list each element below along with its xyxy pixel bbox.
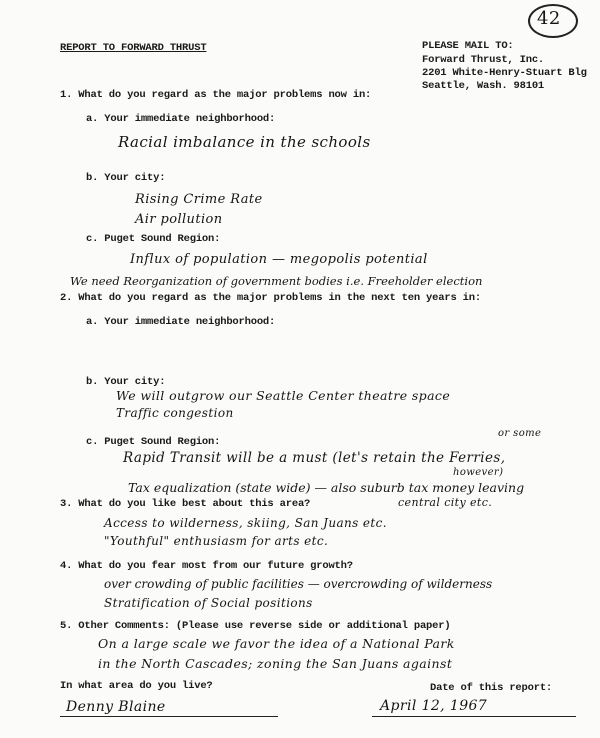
date-answer-line <box>372 716 576 717</box>
q1-b-answer-1: Rising Crime Rate <box>135 192 263 207</box>
form-title: REPORT TO FORWARD THRUST <box>60 42 207 54</box>
q2-b-answer-1: We will outgrow our Seattle Center theatre space <box>116 388 451 403</box>
q2-c-answer-2: Tax equalization (state wide) — also suburb tax money leaving <box>128 480 525 495</box>
q3-answer-2: "Youthful" enthusiasm for arts etc. <box>104 534 329 548</box>
q1-b-label: b. Your city: <box>86 172 166 184</box>
q4-question: 4. What do you fear most from our future growth? <box>60 560 353 572</box>
q3-question: 3. What do you like best about this area? <box>60 498 311 510</box>
q1-question: 1. What do you regard as the major problems now in: <box>60 89 372 101</box>
area-answer-line <box>60 716 278 717</box>
address-line-3: Seattle, Wash. 98101 <box>422 80 545 92</box>
q1-c-answer-2: We need Reorganization of government bodies i.e. Freeholder election <box>70 274 483 288</box>
q2-c-insert-or-some: or some <box>498 428 542 439</box>
q2-b-label: b. Your city: <box>86 376 166 388</box>
q1-c-answer-1: Influx of population — megopolis potential <box>130 252 428 267</box>
q2-c-label: c. Puget Sound Region: <box>86 436 221 448</box>
address-line-1: Forward Thrust, Inc. <box>422 54 545 66</box>
q4-answer-1: over crowding of public facilities — overcrowding of wilderness <box>104 577 493 591</box>
q2-question: 2. What do you regard as the major problems in the next ten years in: <box>60 292 481 304</box>
q2-c-answer-1: Rapid Transit will be a must (let's retain the Ferries, <box>123 450 506 466</box>
q3-answer-1: Access to wilderness, skiing, San Juans etc. <box>104 516 387 530</box>
q2-c-insert-however: however) <box>453 467 504 478</box>
q2-c-answer-3: central city etc. <box>398 496 493 509</box>
q4-answer-2: Stratification of Social positions <box>104 596 313 610</box>
q1-a-answer: Racial imbalance in the schools <box>118 133 371 151</box>
q1-c-label: c. Puget Sound Region: <box>86 233 221 245</box>
address-line-2: 2201 White-Henry-Stuart Blg <box>422 67 587 79</box>
date-answer: April 12, 1967 <box>380 698 488 714</box>
q1-a-label: a. Your immediate neighborhood: <box>86 113 276 125</box>
q1-b-answer-2: Air pollution <box>135 212 223 227</box>
date-label: Date of this report: <box>430 682 553 694</box>
page-number: 42 <box>537 8 561 29</box>
q5-answer-1: On a large scale we favor the idea of a National Park <box>98 636 455 651</box>
area-label: In what area do you live? <box>60 680 213 692</box>
q2-a-label: a. Your immediate neighborhood: <box>86 316 276 328</box>
q5-question: 5. Other Comments: (Please use reverse side or additional paper) <box>60 620 451 632</box>
area-answer: Denny Blaine <box>66 699 166 715</box>
q2-b-answer-2: Traffic congestion <box>116 406 234 420</box>
q5-answer-2: in the North Cascades; zoning the San Juans against <box>98 656 453 671</box>
mail-to-label: PLEASE MAIL TO: <box>422 40 514 52</box>
